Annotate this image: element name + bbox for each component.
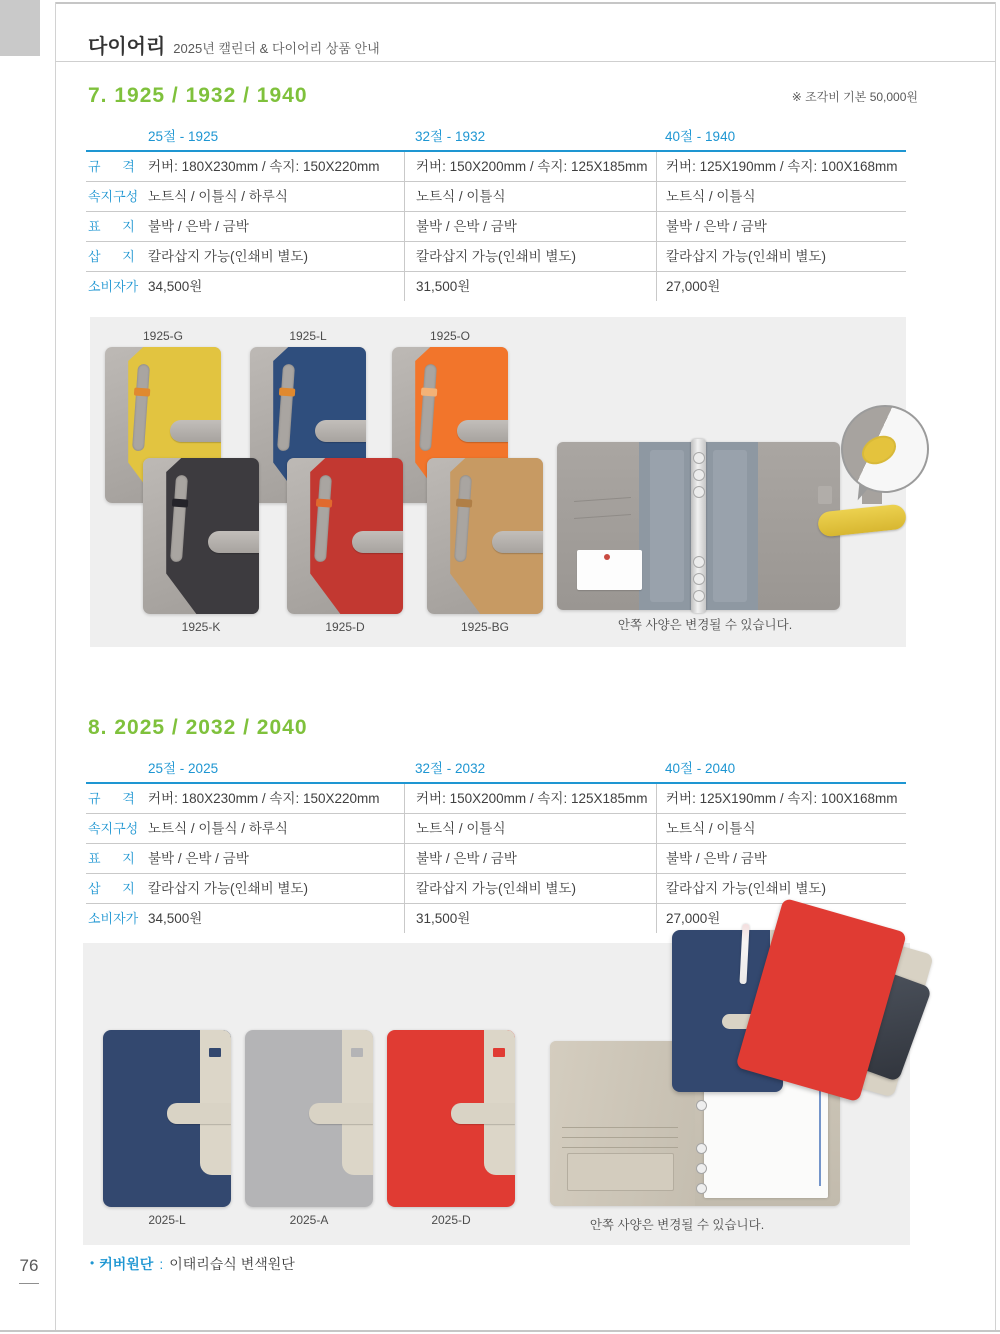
closure-strap xyxy=(352,531,403,553)
product-code: 1925-BG xyxy=(460,620,510,634)
strap-button xyxy=(818,486,832,504)
pen-loop-tab xyxy=(493,1048,505,1057)
corner-square xyxy=(0,0,40,56)
pen-clip-tab xyxy=(134,387,151,396)
product-code: 1925-G xyxy=(142,329,184,343)
price-cell: 34,500원 xyxy=(148,911,203,926)
card-slit xyxy=(562,1127,678,1128)
binder-ring xyxy=(693,486,705,498)
footnote-separator: : xyxy=(159,1256,164,1272)
business-card xyxy=(577,550,642,590)
spec-cell: 불박 / 은박 / 금박 xyxy=(146,844,404,874)
pen-loop-tab xyxy=(209,1048,221,1057)
spec-cell: 노트식 / 이틀식 / 하루식 xyxy=(146,814,404,844)
spec-cell: 커버: 125X190mm / 속지: 100X168mm xyxy=(656,152,906,182)
column-header: 40절 - 1940 xyxy=(656,126,906,152)
closure-strap xyxy=(208,531,259,553)
spec-cell: 칼라삽지 가능(인쇄비 별도) xyxy=(146,242,404,272)
photo-caption: 안쪽 사양은 변경될 수 있습니다. xyxy=(589,1218,765,1232)
pen-clip-tab xyxy=(172,498,189,507)
section7-title: 7. 1925 / 1932 / 1940 xyxy=(88,84,308,107)
product-code: 1925-K xyxy=(181,620,221,634)
spec-cell: 칼라삽지 가능(인쇄비 별도) xyxy=(404,874,656,904)
price-cell: 31,500원 xyxy=(404,904,656,933)
card-slit xyxy=(562,1137,678,1138)
price-cell: 27,000원 xyxy=(656,272,906,301)
row-label: 규 격 xyxy=(86,784,146,814)
row-label: 표 지 xyxy=(86,212,146,242)
row-label: 삽 지 xyxy=(86,874,146,904)
column-header: 32절 - 2032 xyxy=(404,758,656,784)
pen-clip-tab xyxy=(279,387,296,396)
spec-cell: 커버: 180X230mm / 속지: 150X220mm xyxy=(146,784,404,814)
price-cell: 27,000원 xyxy=(656,904,906,933)
spec-cell: 노트식 / 이틀식 / 하루식 xyxy=(146,182,404,212)
closure-strap xyxy=(315,420,366,442)
bullet: • xyxy=(90,1256,95,1270)
left-rule xyxy=(55,2,56,1330)
spec-cell: 불박 / 은박 / 금박 xyxy=(656,212,906,242)
spec-cell: 커버: 180X230mm / 속지: 150X220mm xyxy=(146,152,404,182)
row-label: 삽 지 xyxy=(86,242,146,272)
row-label: 규 격 xyxy=(86,152,146,182)
notebook-base xyxy=(103,1030,231,1207)
product-photo-2025-D xyxy=(387,1030,515,1227)
product-code: 2025-D xyxy=(431,1213,471,1227)
product-code: 1925-L xyxy=(289,329,327,343)
row-label: 표 지 xyxy=(86,844,146,874)
closure-strap xyxy=(170,420,221,442)
product-code: 2025-A xyxy=(289,1213,329,1227)
column-header: 25절 - 1925 xyxy=(146,126,404,152)
spec-cell: 커버: 150X200mm / 속지: 125X185mm xyxy=(404,784,656,814)
closure-strap xyxy=(167,1103,231,1124)
pen-clip-tab xyxy=(316,498,333,507)
card-logo-dot xyxy=(604,554,610,560)
product-photo-2025-A xyxy=(245,1030,373,1227)
card-slit xyxy=(562,1147,678,1148)
spec-cell: 칼라삽지 가능(인쇄비 별도) xyxy=(656,242,906,272)
pocket-slit xyxy=(574,497,631,502)
product-photo-2025-L xyxy=(103,1030,231,1227)
right-rule xyxy=(995,2,996,1330)
product-photo-1925-D xyxy=(287,458,403,634)
spec-cell: 불박 / 은박 / 금박 xyxy=(656,844,906,874)
closure-strap xyxy=(492,531,543,553)
spec-cell: 노트식 / 이틀식 xyxy=(404,814,656,844)
binder-inner-flap xyxy=(713,450,747,601)
pen xyxy=(739,924,749,984)
spec-cell: 커버: 125X190mm / 속지: 100X168mm xyxy=(656,784,906,814)
binder-inner-flap xyxy=(650,450,684,601)
row-label: 소비자가 xyxy=(88,279,139,294)
footnote-value: 이태리습식 변색원단 xyxy=(169,1256,295,1272)
table-header-spacer xyxy=(86,126,146,152)
pen-clip-tab xyxy=(456,498,473,507)
spec-cell: 커버: 150X200mm / 속지: 125X185mm xyxy=(404,152,656,182)
spec-cell: 불박 / 은박 / 금박 xyxy=(404,212,656,242)
price-cell: 34,500원 xyxy=(148,279,203,294)
spec-cell: 불박 / 은박 / 금박 xyxy=(146,212,404,242)
pen-loop-tab xyxy=(351,1048,363,1057)
spec-cell: 칼라삽지 가능(인쇄비 별도) xyxy=(656,874,906,904)
notebook-base xyxy=(143,458,259,614)
section7-photo-area xyxy=(90,317,906,647)
footnote-label: 커버원단 xyxy=(99,1256,154,1272)
product-code: 2025-L xyxy=(148,1213,186,1227)
binder-spine xyxy=(691,439,705,614)
top-rule xyxy=(55,2,996,4)
pen-clip-tab xyxy=(421,387,438,396)
product-photo-1925-BG xyxy=(427,458,543,634)
closure-strap xyxy=(451,1103,515,1124)
page-header xyxy=(88,30,380,59)
spec-cell: 노트식 / 이틀식 xyxy=(404,182,656,212)
magnifier-circle xyxy=(841,405,929,493)
engraving-note: ※ 조각비 기본 50,000원 xyxy=(791,90,918,104)
photo-caption: 안쪽 사양은 변경될 수 있습니다. xyxy=(617,618,793,632)
row-label: 속지구성 xyxy=(86,814,146,844)
id-window xyxy=(567,1153,673,1191)
magnified-yellow-strap xyxy=(857,430,901,470)
closure-strap xyxy=(309,1103,373,1124)
pocket-slit xyxy=(574,514,631,519)
section8-title: 8. 2025 / 2032 / 2040 xyxy=(88,716,308,739)
spec-cell: 노트식 / 이틀식 xyxy=(656,182,906,212)
product-code: 1925-D xyxy=(325,620,365,634)
section7-spec-table xyxy=(86,126,906,301)
product-photo-1925-K xyxy=(143,458,259,634)
notebook-base xyxy=(245,1030,373,1207)
notebook-base xyxy=(387,1030,515,1207)
spec-cell: 노트식 / 이틀식 xyxy=(656,814,906,844)
bottom-rule xyxy=(0,1330,1000,1332)
header-divider xyxy=(55,61,996,62)
open-binder-photo xyxy=(557,442,840,610)
page-subtitle: 2025년 캘린더 & 다이어리 상품 안내 xyxy=(173,41,380,56)
page-number: 76 xyxy=(12,1256,46,1276)
column-header: 40절 - 2040 xyxy=(656,758,906,784)
price-cell: 31,500원 xyxy=(404,272,656,301)
table-header-spacer xyxy=(86,758,146,784)
notebook-base xyxy=(427,458,543,614)
product-code: 1925-O xyxy=(429,329,471,343)
row-label: 소비자가 xyxy=(88,911,139,926)
spec-cell: 불박 / 은박 / 금박 xyxy=(404,844,656,874)
page-title: 다이어리 xyxy=(88,36,166,58)
column-header: 32절 - 1932 xyxy=(404,126,656,152)
closure-strap xyxy=(457,420,508,442)
spec-cell: 칼라삽지 가능(인쇄비 별도) xyxy=(146,874,404,904)
column-header: 25절 - 2025 xyxy=(146,758,404,784)
section8-photo-area xyxy=(83,943,910,1245)
row-label: 속지구성 xyxy=(86,182,146,212)
notebook-base xyxy=(287,458,403,614)
cover-material-note xyxy=(90,1254,295,1274)
spec-cell: 칼라삽지 가능(인쇄비 별도) xyxy=(404,242,656,272)
